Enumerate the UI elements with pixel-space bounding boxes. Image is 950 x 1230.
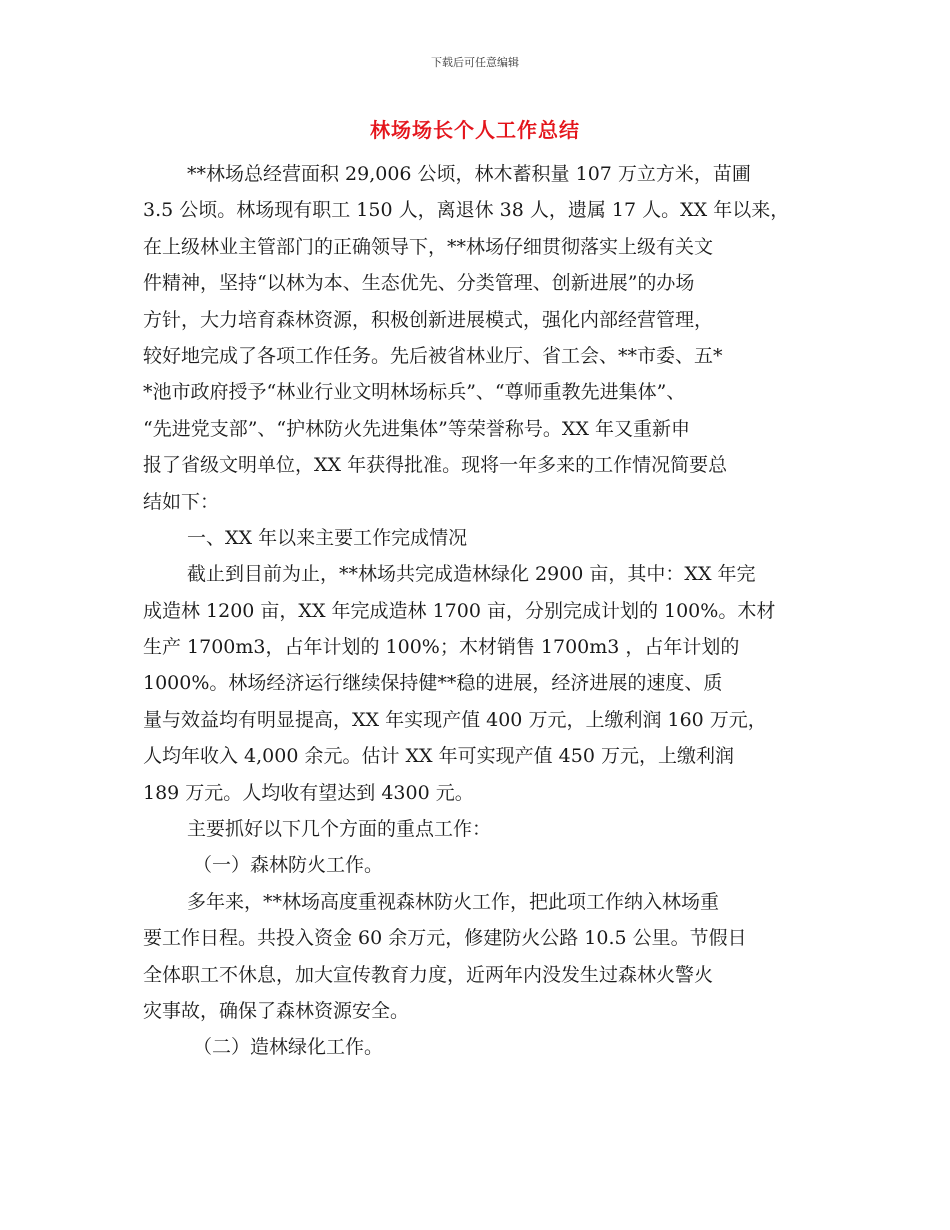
paragraph-line: 全体职工不休息，加大宣传教育力度，近两年内没发生过森林火警火 [143,963,714,986]
paragraph-line: 多年来，**林场高度重视森林防火工作，把此项工作纳入林场重 [187,890,720,913]
paragraph-line: 主要抓好以下几个方面的重点工作： [187,818,492,841]
page-header-note: 下载后可任意编辑 [431,56,519,69]
paragraph-line: 灾事故，确保了森林资源安全。 [143,999,410,1022]
paragraph-line: 人均年收入 4,000 余元。估计 XX 年可实现产值 450 万元，上缴利润 [143,745,734,768]
document-title: 林场场长个人工作总结 [370,118,580,142]
subsection-heading: （二）造林绿化工作。 [193,1036,384,1059]
paragraph-line: **林场总经营面积 29,006 公顷，林木蓄积量 107 万立方米，苗圃 [187,163,751,185]
paragraph-line: 件精神，坚持“以林为本、生态优先、分类管理、创新进展”的办场 [143,272,695,295]
paragraph-line: 结如下： [143,490,220,513]
paragraph-line: 截止到目前为止，**林场共完成造林绿化 2900 亩，其中：XX 年完 [187,563,756,586]
paragraph-line: *池市政府授予“林业行业文明林场标兵”、“尊师重教先进集体”、 [143,381,686,404]
paragraph-line: 在上级林业主管部门的正确领导下，**林场仔细贯彻落实上级有关文 [143,235,714,258]
paragraph-line: 要工作日程。共投入资金 60 余万元，修建防火公路 10.5 公里。节假日 [143,927,747,950]
paragraph-line: 方针，大力培育森林资源，积极创新进展模式，强化内部经营管理， [143,308,714,331]
paragraph-line: 报了省级文明单位，XX 年获得批准。现将一年多来的工作情况简要总 [143,454,728,477]
paragraph-line: 生产 1700m3，占年计划的 100%；木材销售 1700m3 ，占年计划的 [143,636,740,659]
paragraph-line: 3.5 公顷。林场现有职工 150 人，离退休 38 人，遗属 17 人。XX 年以来， [143,199,790,222]
paragraph-line: 较好地完成了各项工作任务。先后被省林业厅、省工会、**市委、五* [143,344,723,367]
paragraph-line: 1000%。林场经济运行继续保持健**稳的进展，经济进展的速度、质 [143,672,723,695]
paragraph-line: 量与效益均有明显提高，XX 年实现产值 400 万元，上缴利润 160 万元， [143,708,767,731]
paragraph-line: 189 万元。人均收有望达到 4300 元。 [143,781,474,804]
document-body [143,156,811,1066]
paragraph-line: 成造林 1200 亩，XX 年完成造林 1700 亩，分别完成计划的 100%。木材 [143,599,776,622]
paragraph-line: “先进党支部”、“护林防火先进集体”等荣誉称号。XX 年又重新申 [143,417,690,440]
section-heading: 一、XX 年以来主要工作完成情况 [187,526,468,549]
subsection-heading: （一）森林防火工作。 [193,854,384,877]
